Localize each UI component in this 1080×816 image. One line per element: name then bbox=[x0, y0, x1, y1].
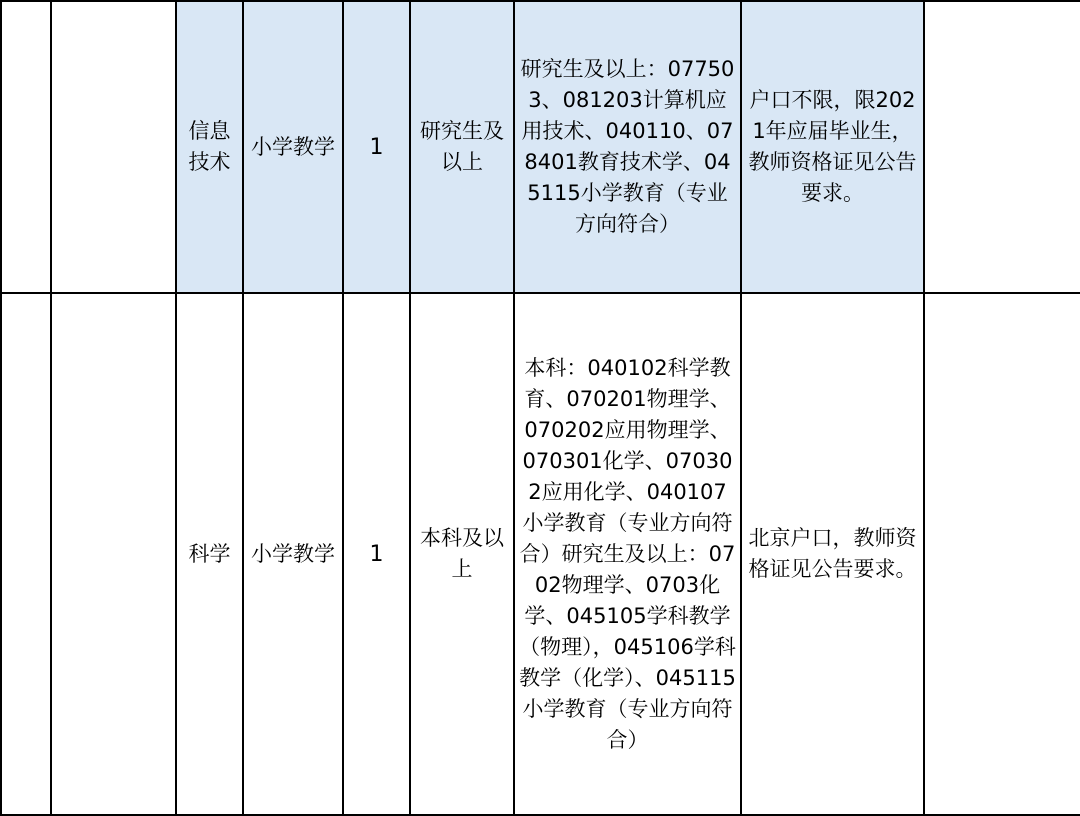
table-row bbox=[1, 293, 1080, 815]
major-text: 本科：040102科学教育、070201物理学、070202应用物理学、070301化学、070302应用化学、040107小学教育（专业方向符合）研究生及以上：0702物理学、0703化学、045105学科教学（物理），045106学科教学（化学）、045115小学教育（专业方向符合） bbox=[519, 355, 736, 752]
position-text: 小学教学 bbox=[251, 134, 335, 159]
blank-cell bbox=[1, 1, 51, 293]
requirements-cell bbox=[741, 293, 924, 815]
education-text: 本科及以上 bbox=[420, 526, 504, 581]
blank-cell bbox=[51, 293, 176, 815]
position-text: 小学教学 bbox=[251, 541, 335, 566]
count-text: 1 bbox=[369, 134, 384, 160]
count-text: 1 bbox=[369, 541, 384, 567]
subject-text: 信息 技术 bbox=[188, 119, 231, 174]
position-cell bbox=[243, 293, 343, 815]
count-cell bbox=[343, 293, 410, 815]
major-cell bbox=[514, 1, 741, 293]
count-cell bbox=[343, 1, 410, 293]
subject-cell bbox=[176, 293, 243, 815]
subject-text: 科学 bbox=[188, 541, 231, 566]
requirements-text: 北京户口，教师资格证见公告要求。 bbox=[748, 526, 917, 581]
education-cell bbox=[410, 1, 514, 293]
position-cell bbox=[243, 1, 343, 293]
requirements-text: 户口不限，限2021年应届毕业生，教师资格证见公告要求。 bbox=[748, 88, 917, 205]
table-row bbox=[1, 1, 1080, 293]
blank-cell bbox=[51, 1, 176, 293]
major-cell bbox=[514, 293, 741, 815]
education-text: 研究生及以上 bbox=[420, 119, 504, 174]
blank-cell bbox=[924, 293, 1080, 815]
requirements-cell bbox=[741, 1, 924, 293]
blank-cell bbox=[1, 293, 51, 815]
subject-cell bbox=[176, 1, 243, 293]
major-text: 研究生及以上：077503、081203计算机应用技术、040110、078401教育技术学、045115小学教育（专业方向符合） bbox=[520, 57, 735, 236]
blank-cell bbox=[924, 1, 1080, 293]
education-cell bbox=[410, 293, 514, 815]
